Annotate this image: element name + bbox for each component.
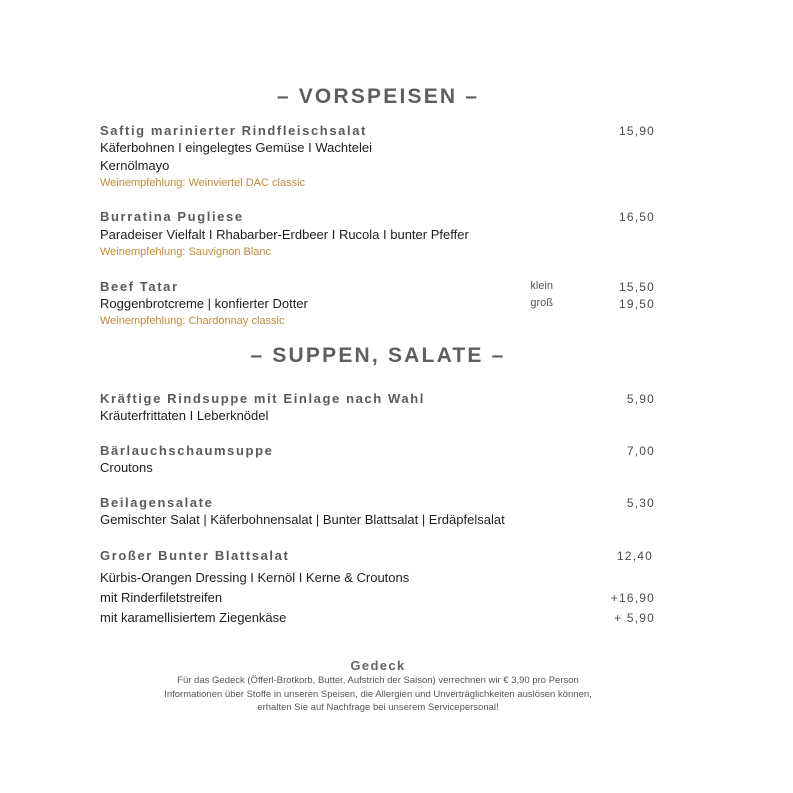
dish-price: 5,90 — [626, 392, 655, 406]
dish-extra-option: mit karamellisiertem Ziegenkäse — [100, 610, 287, 625]
dish-description: Kräuterfrittaten I Leberknödel — [100, 408, 269, 423]
gedeck-note: Für das Gedeck (Öfferl-Brotkorb, Butter, Aufstrich der Saison) verrechnen wir € 3,90 pro Person — [177, 675, 579, 686]
dish-description: Käferbohnen I eingelegtes Gemüse I Wachtelei — [100, 140, 372, 155]
section-heading-vorspeisen: – VORSPEISEN – — [276, 85, 480, 108]
dish-description: Paradeiser Vielfalt I Rhabarber-Erdbeer I Rucola I bunter Pfeffer — [100, 227, 469, 242]
dish-description: Kernölmayo — [100, 158, 170, 173]
wine-recommendation: Weinempfehlung: Sauvignon Blanc — [100, 246, 272, 258]
dish-title: Kräftige Rindsuppe mit Einlage nach Wahl — [100, 391, 425, 406]
dish-price: 16,50 — [618, 210, 655, 224]
dish-extra-option: mit Rinderfiletstreifen — [100, 590, 223, 605]
dish-description: Croutons — [100, 460, 153, 475]
dish-title: Beef Tatar — [100, 279, 179, 294]
dish-price: 15,90 — [618, 124, 655, 138]
allergen-note: erhalten Sie auf Nachfrage bei unserem Servicepersonal! — [257, 702, 499, 713]
portion-size-label: klein — [530, 280, 553, 292]
dish-extra-price: +16,90 — [610, 591, 655, 605]
dish-price: 5,30 — [626, 496, 655, 510]
dish-price: 12,40 — [616, 549, 653, 563]
dish-title: Beilagensalate — [100, 495, 214, 510]
dish-price: 15,50 — [618, 280, 655, 294]
allergen-note: Informationen über Stoffe in unseren Speisen, die Allergien und Unverträglichkeiten auslösen können, — [164, 689, 592, 700]
dish-price: 7,00 — [626, 444, 655, 458]
dish-title: Saftig marinierter Rindfleischsalat — [100, 123, 367, 138]
dish-title: Burratina Pugliese — [100, 209, 244, 224]
dish-extra-price: + 5,90 — [614, 611, 655, 625]
section-heading-suppen-salate: – SUPPEN, SALATE – — [250, 344, 506, 367]
portion-size-label: groß — [530, 297, 553, 309]
wine-recommendation: Weinempfehlung: Weinviertel DAC classic — [100, 177, 306, 189]
dish-description: Gemischter Salat | Käferbohnensalat | Bunter Blattsalat | Erdäpfelsalat — [100, 512, 505, 527]
dish-price: 19,50 — [618, 297, 655, 311]
dish-title: Bärlauchschaumsuppe — [100, 443, 274, 458]
dish-description: Kürbis-Orangen Dressing I Kernöl I Kerne & Croutons — [100, 570, 410, 585]
wine-recommendation: Weinempfehlung: Chardonnay classic — [100, 315, 285, 327]
dish-title: Großer Bunter Blattsalat — [100, 548, 290, 563]
dish-description: Roggenbrotcreme | konfierter Dotter — [100, 296, 308, 311]
gedeck-title: Gedeck — [350, 658, 406, 673]
